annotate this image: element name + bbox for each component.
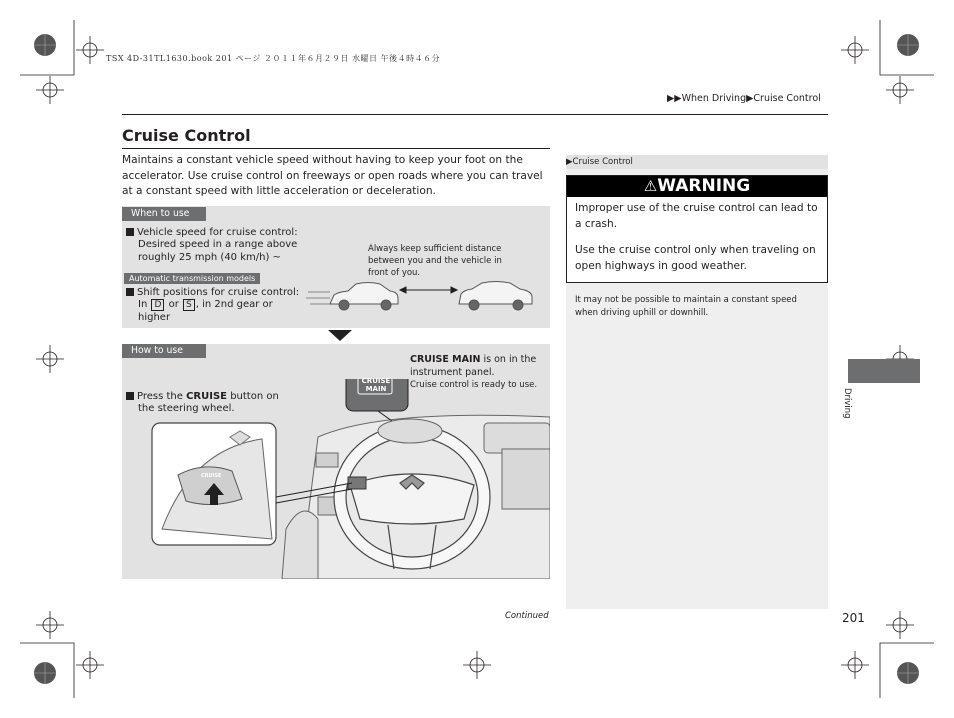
warning-triangle-icon: ⚠ bbox=[643, 177, 658, 195]
warning-paragraph-1: Improper use of the cruise control can lead to a crash. bbox=[575, 202, 818, 230]
title-rule bbox=[122, 148, 550, 149]
down-arrow-icon bbox=[328, 330, 352, 341]
print-header: TSX 4D-31TL1630.book 201 ページ ２０１１年６月２９日 水曜日 午後４時４６分 bbox=[106, 54, 441, 63]
cars-distance-illustration bbox=[304, 280, 536, 326]
intro-paragraph: Maintains a constant vehicle speed without having to keep your foot on the accelerator. Use cruise control on freeways or open roads where you can travel at a constant speed with little acceleration or deceleration. bbox=[122, 154, 543, 198]
shift-item: Shift positions for cruise control: In D or S , in 2nd gear or higher bbox=[126, 287, 299, 324]
steering-wheel-illustration bbox=[122, 379, 550, 579]
speed-item: Vehicle speed for cruise control: Desired speed in a range above roughly 25 mph (40 km/h) ~ bbox=[126, 227, 298, 264]
how-to-use-tag: How to use bbox=[122, 344, 206, 358]
breadcrumb-part1: When Driving bbox=[681, 93, 747, 104]
page-number: 201 bbox=[842, 611, 865, 625]
continued-label: Continued bbox=[505, 611, 549, 621]
breadcrumb-arrow-icon: ▶ bbox=[746, 93, 754, 104]
page-title: Cruise Control bbox=[122, 126, 251, 145]
sidebar-note: It may not be possible to maintain a constant speed when driving uphill or downhill. bbox=[575, 295, 797, 318]
distance-caption: Always keep sufficient distance between you and the vehicle in front of you. bbox=[368, 244, 502, 278]
breadcrumb-part2: Cruise Control bbox=[753, 93, 821, 104]
bullet-icon bbox=[126, 288, 134, 296]
when-to-use-tag: When to use bbox=[122, 207, 206, 221]
breadcrumb-arrow-icon: ▶▶ bbox=[667, 93, 682, 104]
breadcrumb bbox=[667, 93, 821, 104]
sidebar-arrow-icon: ▶ bbox=[566, 157, 573, 167]
warning-paragraph-2: Use the cruise control only when traveling on open highways in good weather. bbox=[575, 244, 816, 272]
shift-key-d: D bbox=[151, 299, 164, 311]
sidebar-head: ▶Cruise Control bbox=[566, 155, 828, 169]
cruise-main-indicator: CRUISE MAIN bbox=[361, 377, 391, 393]
bullet-icon bbox=[126, 228, 134, 236]
cruise-main-caption: CRUISE MAIN is on in the instrument panel. Cruise control is ready to use. bbox=[410, 354, 538, 390]
cruise-button-label: CRUISE bbox=[201, 473, 222, 479]
press-cruise-item: Press the CRUISE button on the steering wheel. bbox=[126, 391, 279, 416]
section-tab-label: Driving bbox=[842, 388, 852, 419]
automatic-transmission-tag: Automatic transmission models bbox=[124, 273, 260, 284]
shift-key-s: S bbox=[183, 299, 195, 311]
warning-title: ⚠WARNING bbox=[567, 176, 827, 197]
top-rule bbox=[122, 114, 828, 115]
section-tab bbox=[848, 359, 920, 383]
